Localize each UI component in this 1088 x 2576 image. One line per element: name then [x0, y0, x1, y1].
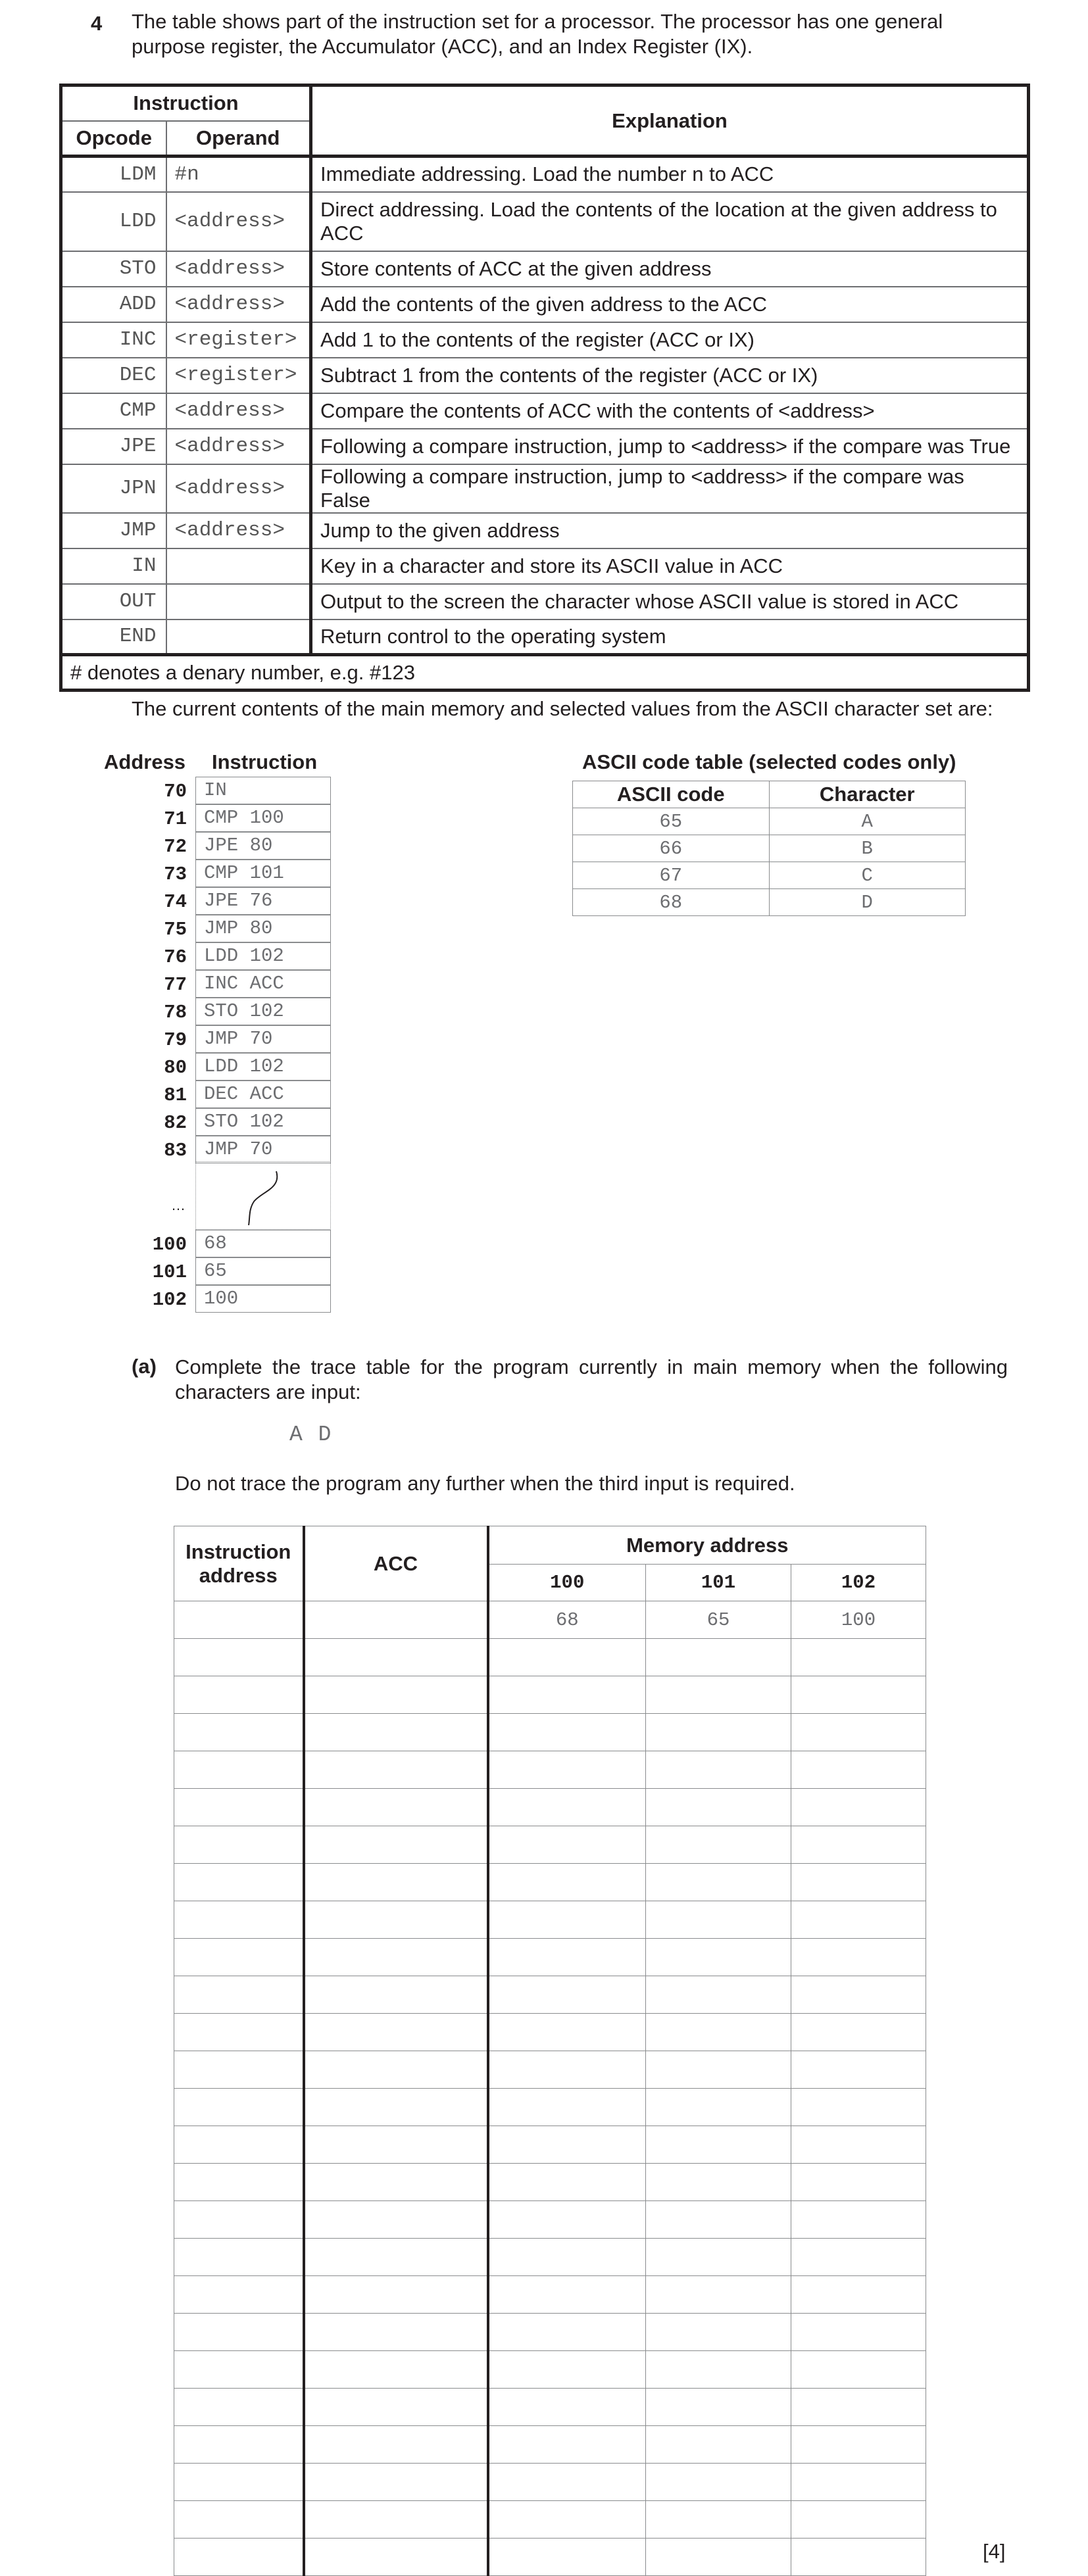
trace-cell[interactable] [791, 1714, 926, 1751]
trace-row [174, 2164, 926, 2201]
memory-data-address: 102 [152, 1289, 187, 1311]
explanation-cell: Immediate addressing. Load the number n to ACC [311, 157, 1029, 192]
trace-cell[interactable] [791, 1751, 926, 1789]
ascii-row [573, 835, 966, 862]
trace-cell[interactable] [174, 1789, 304, 1826]
ascii-code-header: ASCII code [573, 781, 770, 808]
trace-cell[interactable] [488, 2051, 646, 2089]
ascii-code-cell: 66 [573, 835, 770, 862]
instruction-row [61, 429, 1029, 464]
memory-address: 81 [164, 1084, 187, 1106]
explanation-cell: Following a compare instruction, jump to <address> if the compare was True [311, 429, 1029, 464]
trace-row [174, 2351, 926, 2389]
instruction-row [61, 251, 1029, 287]
memory-cell: DEC ACC [195, 1081, 331, 1108]
trace-cell[interactable] [304, 1826, 488, 1864]
opcode-cell: INC [61, 322, 166, 358]
operand-cell: <address> [166, 429, 311, 464]
trace-cell[interactable] [304, 1901, 488, 1939]
trace-cell[interactable] [174, 2239, 304, 2276]
trace-cell[interactable] [304, 2389, 488, 2426]
trace-cell[interactable] [304, 2164, 488, 2201]
trace-cell[interactable] [174, 1939, 304, 1976]
trace-cell[interactable] [304, 1939, 488, 1976]
trace-cell[interactable] [174, 2501, 304, 2539]
trace-cell[interactable] [646, 2389, 791, 2426]
explanation-cell: Jump to the given address [311, 513, 1029, 548]
trace-cell[interactable] [174, 1976, 304, 2014]
trace-row [174, 1676, 926, 1714]
trace-row [174, 1864, 926, 1901]
part-a-instruction: Do not trace the program any further when the third input is required. [175, 1472, 795, 1495]
instruction-row [61, 620, 1029, 655]
memory-address: 73 [164, 863, 187, 885]
trace-mem-col-102: 102 [791, 1565, 926, 1601]
trace-cell[interactable] [488, 1864, 646, 1901]
trace-cell[interactable] [488, 1676, 646, 1714]
instruction-row [61, 464, 1029, 513]
operand-header: Operand [166, 121, 311, 157]
opcode-cell: JPE [61, 429, 166, 464]
trace-cell[interactable] [304, 2126, 488, 2164]
trace-row [174, 1639, 926, 1676]
trace-cell[interactable] [174, 1751, 304, 1789]
trace-row [174, 2201, 926, 2239]
trace-cell[interactable] [646, 1939, 791, 1976]
ascii-code-cell: 67 [573, 862, 770, 889]
trace-cell[interactable] [791, 1864, 926, 1901]
memory-cell: LDD 102 [195, 942, 331, 970]
trace-cell[interactable] [174, 2351, 304, 2389]
trace-row [174, 2314, 926, 2351]
trace-cell[interactable] [791, 2539, 926, 2576]
trace-cell[interactable] [488, 2314, 646, 2351]
memory-cell: STO 102 [195, 1108, 331, 1136]
opcode-cell: STO [61, 251, 166, 287]
trace-cell[interactable] [646, 2126, 791, 2164]
trace-cell[interactable] [488, 1714, 646, 1751]
trace-cell[interactable] [791, 2314, 926, 2351]
memory-address: 77 [164, 974, 187, 996]
trace-cell[interactable] [174, 2389, 304, 2426]
opcode-cell: CMP [61, 393, 166, 429]
memory-address: 76 [164, 946, 187, 968]
trace-cell[interactable] [488, 2389, 646, 2426]
trace-cell[interactable] [488, 2201, 646, 2239]
memory-cell: LDD 102 [195, 1053, 331, 1081]
explanation-cell: Store contents of ACC at the given address [311, 251, 1029, 287]
trace-mem-col-101: 101 [646, 1565, 791, 1601]
trace-cell[interactable] [304, 2051, 488, 2089]
instruction-row [61, 192, 1029, 251]
memory-data-cell: 65 [195, 1257, 331, 1285]
memory-cell: JMP 80 [195, 915, 331, 942]
memory-cell: JMP 70 [195, 1136, 331, 1163]
opcode-header: Opcode [61, 121, 166, 157]
trace-initial-row [174, 1601, 926, 1639]
ascii-char-cell: A [769, 808, 966, 835]
question-text: The table shows part of the instruction set for a processor. The processor has one general purpose register, the Accumulator (ACC), and an Index Register (IX). [132, 10, 943, 58]
memory-cell: INC ACC [195, 970, 331, 998]
trace-mem-col-100: 100 [488, 1565, 646, 1601]
trace-cell[interactable] [488, 1789, 646, 1826]
ascii-char-cell: D [769, 889, 966, 916]
trace-cell[interactable] [791, 1789, 926, 1826]
memory-cell: CMP 101 [195, 860, 331, 887]
opcode-cell: ADD [61, 287, 166, 322]
trace-cell[interactable] [488, 1939, 646, 1976]
memory-data-cell: 68 [195, 1230, 331, 1257]
memory-address: 80 [164, 1057, 187, 1079]
memory-address: 74 [164, 891, 187, 913]
trace-cell[interactable] [646, 1901, 791, 1939]
trace-cell[interactable] [646, 2351, 791, 2389]
marks-indicator: [4] [983, 2540, 1006, 2563]
operand-cell: <address> [166, 251, 311, 287]
trace-acc-header: ACC [304, 1526, 488, 1601]
memory-address: 75 [164, 919, 187, 940]
trace-cell[interactable] [646, 2201, 791, 2239]
trace-cell[interactable] [174, 2426, 304, 2464]
trace-cell[interactable] [304, 1601, 488, 1639]
trace-cell[interactable] [791, 1939, 926, 1976]
memory-address: 71 [164, 808, 187, 830]
explanation-cell: Return control to the operating system [311, 620, 1029, 655]
trace-cell[interactable] [791, 2426, 926, 2464]
operand-cell: <address> [166, 464, 311, 513]
ascii-table-title: ASCII code table (selected codes only) [582, 750, 956, 773]
instruction-row [61, 157, 1029, 192]
operand-cell [166, 584, 311, 620]
trace-cell[interactable] [791, 2201, 926, 2239]
trace-cell[interactable] [304, 1751, 488, 1789]
trace-cell[interactable] [304, 2201, 488, 2239]
trace-cell[interactable] [646, 2314, 791, 2351]
explanation-cell: Key in a character and store its ASCII value in ACC [311, 548, 1029, 584]
trace-cell[interactable] [174, 1676, 304, 1714]
instruction-row [61, 548, 1029, 584]
trace-cell[interactable] [488, 2014, 646, 2051]
trace-row [174, 1939, 926, 1976]
trace-cell[interactable] [174, 1714, 304, 1751]
trace-row [174, 1976, 926, 2014]
trace-cell[interactable] [488, 1751, 646, 1789]
trace-cell[interactable] [304, 2314, 488, 2351]
part-a-label: (a) [132, 1355, 157, 1378]
explanation-cell: Add the contents of the given address to the ACC [311, 287, 1029, 322]
trace-cell[interactable] [174, 2051, 304, 2089]
instruction-footnote: # denotes a denary number, e.g. #123 [61, 655, 1029, 691]
operand-cell: <register> [166, 358, 311, 393]
ascii-code-cell: 65 [573, 808, 770, 835]
trace-cell[interactable] [174, 2464, 304, 2501]
ascii-char-cell: B [769, 835, 966, 862]
instruction-row [61, 358, 1029, 393]
opcode-cell: END [61, 620, 166, 655]
memory-address: 72 [164, 836, 187, 858]
trace-cell[interactable] [646, 1714, 791, 1751]
trace-cell[interactable] [791, 2126, 926, 2164]
trace-row [174, 2014, 926, 2051]
trace-cell[interactable] [304, 1714, 488, 1751]
trace-cell[interactable] [646, 1976, 791, 2014]
memory-cell: JPE 80 [195, 832, 331, 860]
trace-row [174, 2389, 926, 2426]
trace-row [174, 2089, 926, 2126]
trace-cell[interactable] [791, 2164, 926, 2201]
trace-cell[interactable] [646, 1864, 791, 1901]
trace-cell[interactable] [488, 2464, 646, 2501]
trace-cell[interactable] [304, 2539, 488, 2576]
memory-address: 78 [164, 1002, 187, 1023]
trace-cell[interactable] [174, 2164, 304, 2201]
instruction-row [61, 287, 1029, 322]
trace-cell[interactable] [488, 2239, 646, 2276]
memory-address: 79 [164, 1029, 187, 1051]
trace-cell[interactable] [791, 1826, 926, 1864]
trace-cell[interactable] [646, 1639, 791, 1676]
instruction-row [61, 322, 1029, 358]
explanation-cell: Compare the contents of ACC with the contents of <address> [311, 393, 1029, 429]
memory-address: 70 [164, 781, 187, 802]
trace-cell[interactable] [304, 1639, 488, 1676]
opcode-cell: LDD [61, 192, 166, 251]
ascii-row [573, 808, 966, 835]
input-characters: A D [289, 1422, 333, 1447]
operand-cell: <address> [166, 287, 311, 322]
trace-cell[interactable] [791, 1676, 926, 1714]
trace-cell[interactable] [304, 2464, 488, 2501]
trace-cell[interactable] [488, 1826, 646, 1864]
ascii-code-table [572, 781, 966, 916]
trace-cell[interactable] [791, 2464, 926, 2501]
memory-address: 82 [164, 1112, 187, 1134]
opcode-cell: JMP [61, 513, 166, 548]
trace-cell[interactable] [646, 1676, 791, 1714]
trace-row [174, 2126, 926, 2164]
trace-row [174, 2426, 926, 2464]
trace-cell[interactable] [174, 1639, 304, 1676]
trace-cell[interactable] [488, 1639, 646, 1676]
operand-cell: <address> [166, 393, 311, 429]
operand-cell: <address> [166, 192, 311, 251]
trace-cell[interactable] [646, 1826, 791, 1864]
memory-cell: IN [195, 777, 331, 804]
memory-cell: JPE 76 [195, 887, 331, 915]
memory-gap [195, 1161, 331, 1230]
trace-cell[interactable] [174, 1864, 304, 1901]
trace-cell[interactable] [488, 1976, 646, 2014]
trace-cell[interactable] [646, 2164, 791, 2201]
trace-cell[interactable] [304, 2501, 488, 2539]
trace-cell[interactable] [174, 1601, 304, 1639]
trace-cell[interactable] [488, 2351, 646, 2389]
trace-row [174, 1789, 926, 1826]
instruction-row [61, 393, 1029, 429]
trace-cell[interactable] [646, 1789, 791, 1826]
memory-data-address: 100 [152, 1234, 187, 1255]
trace-row [174, 1901, 926, 1939]
trace-cell[interactable] [646, 2239, 791, 2276]
explanation-cell: Output to the screen the character whose ASCII value is stored in ACC [311, 584, 1029, 620]
trace-cell[interactable] [304, 2276, 488, 2314]
trace-row [174, 2501, 926, 2539]
trace-cell[interactable] [646, 2539, 791, 2576]
trace-cell[interactable] [646, 2014, 791, 2051]
trace-cell[interactable] [646, 2051, 791, 2089]
part-a-text: Complete the trace table for the program currently in main memory when the following characters are input: [175, 1355, 1008, 1403]
explanation-header: Explanation [311, 85, 1029, 157]
memory-address-header: Address [104, 750, 186, 773]
trace-row [174, 2539, 926, 2576]
trace-cell[interactable] [646, 2089, 791, 2126]
memory-cell: JMP 70 [195, 1025, 331, 1053]
opcode-cell: OUT [61, 584, 166, 620]
trace-cell[interactable] [304, 1864, 488, 1901]
ascii-row [573, 862, 966, 889]
trace-cell[interactable] [488, 2126, 646, 2164]
trace-cell[interactable] [646, 2501, 791, 2539]
ascii-char-cell: C [769, 862, 966, 889]
explanation-cell: Subtract 1 from the contents of the register (ACC or IX) [311, 358, 1029, 393]
trace-cell[interactable] [646, 2276, 791, 2314]
memory-data-cell: 100 [195, 1285, 331, 1313]
memory-cell: CMP 100 [195, 804, 331, 832]
explanation-cell: Add 1 to the contents of the register (ACC or IX) [311, 322, 1029, 358]
instruction-row [61, 584, 1029, 620]
trace-cell[interactable] [304, 2089, 488, 2126]
trace-cell[interactable] [174, 2014, 304, 2051]
trace-memory-header: Memory address [488, 1526, 926, 1565]
trace-cell[interactable] [174, 2314, 304, 2351]
trace-cell[interactable] [304, 1676, 488, 1714]
trace-cell[interactable] [488, 2501, 646, 2539]
opcode-cell: DEC [61, 358, 166, 393]
trace-cell[interactable] [791, 2389, 926, 2426]
ascii-char-header: Character [769, 781, 966, 808]
memory-data-address: 101 [152, 1261, 187, 1283]
trace-cell[interactable] [488, 2164, 646, 2201]
trace-cell[interactable] [174, 1826, 304, 1864]
trace-table [174, 1526, 926, 2576]
trace-cell[interactable] [791, 2351, 926, 2389]
trace-cell[interactable] [488, 2426, 646, 2464]
instruction-group-header: Instruction [61, 85, 311, 121]
trace-cell[interactable] [304, 2014, 488, 2051]
operand-cell [166, 548, 311, 584]
trace-cell[interactable] [791, 1901, 926, 1939]
trace-row [174, 2239, 926, 2276]
trace-cell[interactable] [791, 1976, 926, 2014]
trace-row [174, 1826, 926, 1864]
ascii-code-cell: 68 [573, 889, 770, 916]
trace-cell[interactable] [488, 2276, 646, 2314]
trace-cell[interactable] [174, 2126, 304, 2164]
trace-cell[interactable] [304, 1789, 488, 1826]
trace-cell[interactable] [488, 2089, 646, 2126]
trace-cell[interactable] [791, 2239, 926, 2276]
explanation-cell: Following a compare instruction, jump to <address> if the compare was False [311, 464, 1029, 513]
opcode-cell: LDM [61, 157, 166, 192]
trace-row [174, 2276, 926, 2314]
trace-initial-102: 100 [791, 1601, 926, 1639]
trace-cell[interactable] [791, 2051, 926, 2089]
trace-cell[interactable] [646, 1751, 791, 1789]
operand-cell: <address> [166, 513, 311, 548]
instruction-set-table [59, 84, 1030, 692]
trace-initial-101: 65 [646, 1601, 791, 1639]
memory-intro-text: The current contents of the main memory and selected values from the ASCII character set are: [132, 697, 993, 720]
trace-row [174, 2464, 926, 2501]
trace-cell[interactable] [304, 2239, 488, 2276]
operand-cell [166, 620, 311, 655]
trace-cell[interactable] [488, 1901, 646, 1939]
opcode-cell: JPN [61, 464, 166, 513]
memory-ellipsis: … [171, 1197, 185, 1213]
trace-cell[interactable] [791, 2276, 926, 2314]
operand-cell: #n [166, 157, 311, 192]
memory-instruction-header: Instruction [212, 750, 318, 773]
trace-cell[interactable] [304, 2351, 488, 2389]
instruction-row [61, 513, 1029, 548]
trace-cell[interactable] [791, 2089, 926, 2126]
opcode-cell: IN [61, 548, 166, 584]
trace-instr-address-header: Instruction address [174, 1526, 304, 1601]
trace-cell[interactable] [304, 1976, 488, 2014]
trace-row [174, 1751, 926, 1789]
trace-cell[interactable] [174, 2276, 304, 2314]
trace-row [174, 1714, 926, 1751]
trace-cell[interactable] [646, 2464, 791, 2501]
trace-cell[interactable] [174, 2089, 304, 2126]
trace-cell[interactable] [791, 2014, 926, 2051]
trace-cell[interactable] [646, 2426, 791, 2464]
trace-cell[interactable] [791, 1639, 926, 1676]
memory-cell: STO 102 [195, 998, 331, 1025]
trace-cell[interactable] [174, 2539, 304, 2576]
trace-row [174, 2051, 926, 2089]
trace-initial-100: 68 [488, 1601, 646, 1639]
trace-cell[interactable] [488, 2539, 646, 2576]
trace-cell[interactable] [304, 2426, 488, 2464]
trace-cell[interactable] [791, 2501, 926, 2539]
ascii-row [573, 889, 966, 916]
operand-cell: <register> [166, 322, 311, 358]
trace-cell[interactable] [174, 2201, 304, 2239]
explanation-cell: Direct addressing. Load the contents of the location at the given address to ACC [311, 192, 1029, 251]
trace-cell[interactable] [174, 1901, 304, 1939]
memory-address: 83 [164, 1140, 187, 1161]
question-number: 4 [91, 12, 103, 35]
break-mark-icon [196, 1162, 332, 1234]
